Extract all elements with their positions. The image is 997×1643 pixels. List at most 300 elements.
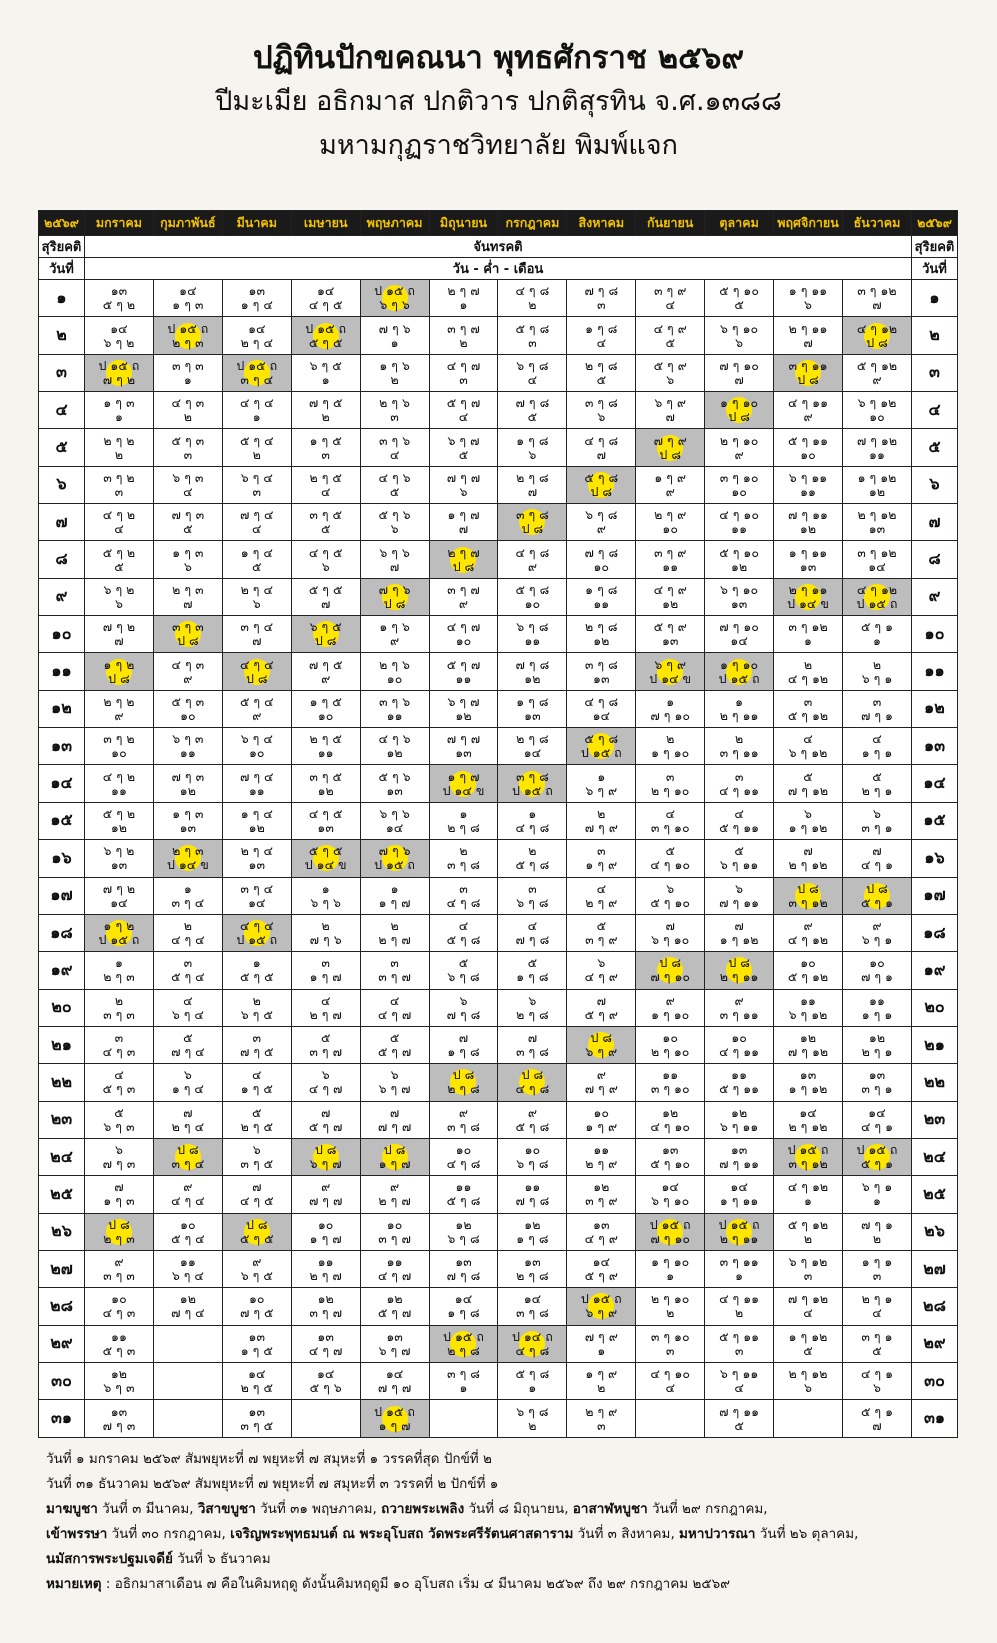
holiday-name: เข้าพรรษา	[46, 1526, 108, 1542]
lunar-date-cell	[636, 1064, 705, 1101]
lunar-line-top: ๑ ๆ ๖	[379, 619, 410, 635]
lunar-date-cell	[85, 1288, 154, 1325]
lunar-line-top: ๒ ๆ ๘	[516, 469, 549, 485]
lunar-line-bottom: ๖ ๆ ๘	[447, 969, 480, 985]
calendar-row	[39, 1138, 958, 1175]
lunar-date-cell	[360, 802, 429, 839]
lunar-date-cell	[774, 504, 843, 541]
lunar-line-bottom: ๗ ๆ ๔	[171, 1044, 205, 1060]
lunar-line-bottom: ๕ ๆ ๑๑	[719, 1081, 760, 1097]
lunar-line-top: ๙	[872, 918, 882, 934]
lunar-date-cell	[567, 1325, 636, 1362]
lunar-line-bottom: ๑	[459, 297, 468, 313]
lunar-line-top: ๙	[803, 918, 813, 934]
lunar-line-top: ๑ ๆ ๘	[516, 693, 549, 709]
lunar-line-top: ๒	[183, 918, 192, 934]
lunar-date-cell	[636, 578, 705, 615]
lunar-line-bottom: ๓ ๆ ๙	[585, 1193, 618, 1209]
lunar-line-bottom: ๑๑	[593, 595, 610, 611]
lunar-line-top: ๖	[321, 1067, 330, 1083]
lunar-line-bottom: ๑๓	[386, 782, 403, 798]
month-header: ธันวาคม	[842, 211, 911, 236]
lunar-line-bottom: ๔ ๆ ๘	[515, 1081, 550, 1097]
lunar-line-bottom: ๑ ๆ ๙	[585, 1118, 618, 1134]
lunar-date-cell	[636, 1026, 705, 1063]
lunar-line-top: ๑๐	[800, 955, 816, 971]
lunar-date-cell	[774, 914, 843, 951]
lunar-date-cell	[705, 877, 774, 914]
lunar-line-bottom: ๑๓	[661, 633, 679, 649]
lunar-line-top: ๑๔	[661, 1179, 679, 1195]
lunar-date-cell	[498, 392, 567, 429]
lunar-date-cell	[85, 616, 154, 653]
lunar-line-top: ๔	[389, 992, 400, 1008]
lunar-line-top: ๒ ๆ ๕	[309, 731, 342, 747]
lunar-date-cell	[774, 616, 843, 653]
lunar-line-top: ๕ ๆ ๒	[102, 544, 136, 560]
lunar-line-bottom: ๔ ๆ ๗	[377, 1006, 412, 1022]
calendar-row	[39, 802, 958, 839]
lunar-line-bottom: ๗	[252, 633, 262, 649]
lunar-line-top: ๖	[459, 992, 468, 1008]
lunar-line-bottom: ป ๑๕ ถ	[374, 857, 415, 873]
day-number-left: ๒๗	[39, 1250, 85, 1287]
lunar-line-top: ๑๓	[110, 1403, 128, 1419]
calendar-row	[39, 1026, 958, 1063]
lunar-line-bottom: ๒ ๆ ๓	[103, 969, 135, 985]
lunar-line-bottom: ๖ ๆ ๒	[103, 334, 135, 350]
holy-day-cell	[567, 1288, 636, 1325]
lunar-line-bottom: ๗ ๆ ๙	[584, 819, 618, 835]
lunar-date-cell	[291, 1400, 360, 1438]
lunar-line-top: ๑ ๆ ๕	[309, 693, 342, 709]
lunar-line-top: ๑๔	[110, 320, 128, 336]
lunar-line-top: ป ๑๕ ถ	[856, 1142, 898, 1158]
lunar-line-top: ๑	[183, 880, 192, 896]
holy-day-cell	[636, 952, 705, 989]
lunar-line-bottom: ป ๘	[383, 595, 406, 611]
lunar-line-top: ๙	[321, 1179, 331, 1195]
lunar-line-top: ๖ ๆ ๕	[309, 619, 342, 635]
lunar-date-cell	[636, 877, 705, 914]
lunar-line-top: ๓	[390, 955, 399, 971]
holy-day-cell	[153, 616, 222, 653]
lunar-line-bottom: ๕ ๆ ๑๐	[650, 1156, 691, 1172]
lunar-date-cell	[360, 1213, 429, 1250]
lunar-date-cell	[153, 504, 222, 541]
lunar-line-bottom: ๔ ๆ ๓	[102, 1305, 136, 1321]
lunar-line-top: ๔ ๆ ๒	[102, 507, 136, 523]
lunar-date-cell	[429, 914, 498, 951]
lunar-line-top: ๕ ๆ ๘	[515, 1366, 550, 1382]
day-number-left: ๒	[39, 317, 85, 354]
lunar-line-bottom: ป ๘	[728, 409, 750, 425]
lunar-line-top: ๑ ๆ ๑๐	[720, 395, 759, 411]
lunar-date-cell	[636, 1325, 705, 1362]
lunar-line-bottom: ๔ ๆ ๑๒	[787, 932, 829, 948]
lunar-line-top: ๑๔	[385, 1366, 404, 1382]
lunar-line-top: ๑	[321, 880, 330, 896]
calendar-table	[38, 210, 958, 1438]
notes-section	[46, 1447, 956, 1597]
lunar-date-cell	[498, 840, 567, 877]
calendar-row	[39, 354, 958, 391]
lunar-date-cell	[222, 802, 291, 839]
lunar-line-bottom: ๓ ๆ ๑๑	[719, 745, 759, 761]
lunar-line-bottom: ๗ ๆ ๑๒	[787, 1044, 829, 1060]
lunar-line-bottom: ๔ ๆ ๑๐	[650, 1118, 691, 1134]
lunar-line-top: ๑ ๆ ๑	[861, 1254, 893, 1270]
lunar-line-top: ๒	[666, 731, 675, 747]
note-holidays-1	[46, 1497, 956, 1522]
lunar-line-top: ๔ ๆ ๕	[308, 544, 343, 560]
lunar-line-top: ๕ ๆ ๘	[515, 320, 550, 336]
day-number-right: ๓๑	[912, 1400, 958, 1438]
lunar-line-top: ๑ ๆ ๘	[585, 320, 618, 336]
lunar-date-cell	[153, 429, 222, 466]
lunar-date-cell	[429, 728, 498, 765]
lunar-line-top: ๑๐	[524, 1142, 541, 1158]
lunar-line-top: ๒ ๆ ๙	[585, 1403, 618, 1419]
lunar-line-bottom: ๕ ๆ ๓	[102, 1081, 136, 1097]
lunar-line-top: ๖ ๆ ๘	[516, 1403, 549, 1419]
day-number-right: ๑๐	[912, 616, 958, 653]
lunar-line-bottom: ๗ ๆ ๔	[171, 1305, 205, 1321]
lunar-line-bottom: ๑	[183, 371, 192, 387]
lunar-line-top: ๑๔	[454, 1291, 473, 1307]
lunar-line-top: ๗	[389, 1104, 400, 1120]
lunar-line-bottom: ๓	[114, 483, 124, 499]
lunar-date-cell	[360, 1250, 429, 1287]
lunar-line-top: ๒ ๆ ๕	[309, 469, 342, 485]
lunar-line-bottom: ๖	[114, 595, 123, 611]
lunar-line-top: ๑๑	[179, 1254, 196, 1270]
lunar-line-bottom: ๕	[320, 521, 331, 537]
lunar-date-cell	[567, 429, 636, 466]
lunar-line-top: ๓ ๆ ๘	[584, 656, 618, 672]
day-number-right: ๒๖	[912, 1213, 958, 1250]
lunar-line-bottom: ๔	[527, 371, 538, 387]
lunar-line-top: ๑๔	[799, 1104, 817, 1120]
lunar-line-top: ๗	[183, 1104, 193, 1120]
lunar-line-bottom: ๙	[114, 707, 124, 723]
holy-day-cell	[705, 392, 774, 429]
lunar-line-bottom: ๑ ๆ ๘	[447, 1305, 480, 1321]
lunar-line-bottom: ๗	[458, 521, 469, 537]
day-number-left: ๕	[39, 429, 85, 466]
lunar-line-bottom: ๕ ๆ ๖	[309, 1380, 342, 1396]
lunar-line-bottom: ๓ ๆ ๑๐	[650, 1081, 690, 1097]
lunar-line-bottom: ๑๑	[869, 446, 885, 462]
lunar-line-top: ๑ ๆ ๔	[240, 805, 273, 821]
holy-day-cell	[360, 1138, 429, 1175]
lunar-date-cell	[636, 690, 705, 727]
lunar-line-top: ๑ ๆ ๓	[103, 395, 135, 411]
lunar-date-cell	[85, 877, 154, 914]
lunar-line-bottom: ๕ ๆ ๓	[102, 1342, 136, 1358]
calendar-body	[39, 280, 958, 1438]
lunar-line-bottom: ๗ ๆ ๕	[240, 1044, 274, 1060]
lunar-line-bottom: ๑๐	[455, 633, 472, 649]
lunar-line-top: ๓	[114, 1030, 124, 1046]
holy-day-cell	[85, 1213, 154, 1250]
lunar-line-bottom: ป ๘	[521, 521, 544, 537]
lunar-line-bottom: ๕ ๆ ๙	[584, 1268, 618, 1284]
lunar-line-top: ๗ ๆ ๖	[378, 581, 411, 597]
lunar-date-cell	[85, 802, 154, 839]
lunar-line-bottom: ๖ ๆ ๘	[516, 1156, 549, 1172]
lunar-line-bottom: ๒ ๆ ๔	[171, 1118, 205, 1134]
lunar-line-bottom: ๖ ๆ ๙	[585, 1044, 618, 1060]
lunar-date-cell	[705, 1176, 774, 1213]
lunar-line-top: ๖	[735, 880, 744, 896]
lunar-line-top: ๓ ๆ ๒	[103, 469, 135, 485]
lunar-line-top: ๑๑	[386, 1254, 403, 1270]
lunar-line-top: ๑๒	[593, 1179, 610, 1195]
day-number-right: ๒๑	[912, 1026, 958, 1063]
lunar-line-bottom: ๙	[734, 446, 744, 462]
lunar-line-top: ๑๓	[661, 1142, 679, 1158]
lunar-line-top: ๑๒	[524, 1216, 541, 1232]
lunar-line-top: ป ๑๕ ถ	[580, 1291, 622, 1307]
lunar-date-cell	[842, 914, 911, 951]
lunar-date-cell	[498, 952, 567, 989]
lunar-line-top: ๑	[114, 955, 123, 971]
lunar-date-cell	[498, 989, 567, 1026]
lunar-line-top: ๕ ๆ ๕	[308, 843, 343, 859]
lunar-line-top: ๑๑	[869, 992, 885, 1008]
lunar-date-cell	[360, 317, 429, 354]
month-header: พฤศจิกายน	[774, 211, 843, 236]
lunar-line-top: ป ๘	[521, 1067, 544, 1083]
lunar-line-bottom: ๔	[803, 1305, 813, 1321]
lunar-line-bottom: ๑๔	[385, 819, 404, 835]
lunar-line-top: ๑ ๆ ๘	[585, 581, 618, 597]
lunar-date-cell	[636, 914, 705, 951]
lunar-line-top: ๒ ๆ ๔	[240, 581, 273, 597]
lunar-line-top: ๖ ๆ ๗	[447, 432, 480, 448]
lunar-line-top: ๒ ๆ ๓	[172, 581, 204, 597]
holiday-name: มาฆบูชา	[46, 1501, 98, 1517]
lunar-line-bottom: ๑๓	[730, 595, 748, 611]
lunar-line-top: ๔ ๆ ๖	[378, 469, 411, 485]
lunar-line-top: ๑๑	[800, 992, 816, 1008]
lunar-date-cell	[222, 1101, 291, 1138]
lunar-line-bottom: ๓ ๆ ๑๑	[719, 1006, 759, 1022]
lunar-line-top: ๑๓	[868, 1067, 886, 1083]
lunar-line-bottom: ๙	[252, 707, 262, 723]
lunar-line-bottom: ๖	[873, 1380, 881, 1396]
holiday-date: วันที่ ๒๙ กรกฎาคม,	[647, 1501, 768, 1517]
lunar-line-top: ๗	[803, 843, 813, 859]
lunar-line-bottom: ๔	[872, 1305, 882, 1321]
lunar-line-top: ๕	[114, 1104, 124, 1120]
lunar-line-bottom: ๑๒	[455, 707, 472, 723]
lunar-date-cell	[85, 1064, 154, 1101]
lunar-line-bottom: ๔ ๆ ๘	[515, 1342, 550, 1358]
lunar-date-cell	[153, 354, 222, 391]
lunar-line-top: ๑๑	[111, 1328, 127, 1344]
lunar-line-top: ๓ ๆ ๘	[584, 395, 618, 411]
lunar-date-cell	[636, 728, 705, 765]
lunar-date-cell	[222, 989, 291, 1026]
lunar-line-bottom: ๒ ๆ ๗	[378, 1193, 411, 1209]
lunar-date-cell	[774, 1213, 843, 1250]
lunar-date-cell	[360, 1101, 429, 1138]
lunar-line-top: ๔ ๆ ๑	[860, 1366, 894, 1382]
lunar-date-cell	[360, 466, 429, 503]
lunar-line-bottom: ๗ ๆ ๘	[446, 1006, 481, 1022]
calendar-type-row	[39, 236, 958, 258]
day-number-left: ๒๐	[39, 989, 85, 1026]
lunar-line-bottom: ๔	[183, 483, 193, 499]
lunar-line-top: ๖ ๆ ๙	[654, 395, 687, 411]
lunar-line-bottom: ๓	[803, 1268, 813, 1284]
lunar-line-top: ๕	[458, 955, 469, 971]
lunar-line-bottom: ๑๓	[248, 857, 265, 873]
lunar-line-top: ๕ ๆ ๔	[239, 693, 274, 709]
day-number-right: ๙	[912, 578, 958, 615]
lunar-line-top: ๗ ๆ ๘	[584, 544, 619, 560]
lunar-line-top: ๓ ๆ ๗	[447, 320, 480, 336]
lunar-line-top: ๑๐	[662, 1030, 678, 1046]
lunar-line-bottom: ๑๐	[869, 409, 885, 425]
calendar-row	[39, 765, 958, 802]
holy-day-cell	[429, 1064, 498, 1101]
lunar-date-cell	[153, 392, 222, 429]
lunar-line-top: ๕	[872, 768, 882, 784]
lunar-line-top: ๕ ๆ ๑๑	[719, 1328, 760, 1344]
lunar-date-cell	[429, 840, 498, 877]
lunar-line-bottom: ๖ ๆ ๗	[378, 1342, 411, 1358]
lunar-line-top: ๖ ๆ ๑๒	[788, 1254, 828, 1270]
lunar-line-bottom: ๕ ๆ ๑	[860, 1156, 894, 1172]
lunar-line-top: ๙	[665, 992, 675, 1008]
lunar-line-top: ๕ ๆ ๑	[860, 619, 894, 635]
lunar-line-top: ๒ ๆ ๑๒	[857, 507, 897, 523]
lunar-date-cell	[85, 541, 154, 578]
lunar-line-bottom: ๓ ๆ ๘	[515, 1044, 549, 1060]
lunar-line-top: ๔	[527, 918, 538, 934]
note-holidays-3	[46, 1547, 956, 1572]
lunar-line-bottom: ๙	[527, 558, 537, 574]
lunar-date-cell	[567, 765, 636, 802]
holy-day-cell	[222, 653, 291, 690]
lunar-line-top: ๗ ๆ ๔	[240, 507, 274, 523]
day-number-right: ๑๓	[912, 728, 958, 765]
lunar-line-bottom: ๔ ๆ ๙	[584, 1230, 618, 1246]
lunar-date-cell	[85, 429, 154, 466]
lunar-line-top: ๕	[596, 918, 607, 934]
lunar-line-top: ๕ ๆ ๖	[378, 507, 411, 523]
lunar-line-bottom: ๑ ๆ ๙	[585, 857, 618, 873]
calendar-row	[39, 1325, 958, 1362]
lunar-date-cell	[85, 690, 154, 727]
lunar-line-bottom: ๒	[666, 1305, 675, 1321]
lunar-date-cell	[774, 1325, 843, 1362]
lunar-line-top: ๓	[183, 955, 193, 971]
lunar-date-cell	[85, 952, 154, 989]
lunar-line-bottom: ๗ ๆ ๘	[515, 932, 550, 948]
lunar-line-bottom: ๒	[734, 1305, 744, 1321]
lunar-line-bottom: ๗	[803, 334, 813, 350]
calendar-row	[39, 616, 958, 653]
lunar-line-top: ๑๒	[386, 1291, 403, 1307]
lunar-line-bottom: ๔ ๆ ๘	[446, 1156, 481, 1172]
lunar-line-top: ๖ ๆ ๑๐	[720, 320, 759, 336]
lunar-line-bottom: ๔ ๆ ๙	[584, 969, 618, 985]
month-header: มิถุนายน	[429, 211, 498, 236]
lunar-date-cell	[705, 1362, 774, 1399]
lunar-date-cell	[291, 765, 360, 802]
month-header: พฤษภาคม	[360, 211, 429, 236]
lunar-line-top: ๕	[803, 768, 813, 784]
lunar-line-bottom: ๔	[114, 521, 124, 537]
lunar-line-top: ๓	[872, 693, 882, 709]
lunar-line-top: ๙	[527, 1104, 537, 1120]
lunar-line-bottom: ๓ ๆ ๗	[309, 1044, 342, 1060]
lunar-line-bottom: ๑ ๆ ๗	[309, 1230, 342, 1246]
lunar-line-top: ๖ ๆ ๗	[447, 693, 480, 709]
day-number-right: ๓๐	[912, 1362, 958, 1399]
lunar-line-bottom: ๑	[804, 633, 812, 649]
lunar-line-bottom: ๕ ๆ ๘	[515, 857, 550, 873]
lunar-line-top: ๔ ๆ ๙	[653, 320, 687, 336]
lunar-date-cell	[429, 690, 498, 727]
lunar-line-top: ป ๘	[797, 880, 819, 896]
lunar-line-top: ๒ ๆ ๔	[240, 843, 273, 859]
lunar-line-bottom: ๑	[459, 1380, 468, 1396]
day-number-right: ๑๙	[912, 952, 958, 989]
lunar-date-cell	[153, 765, 222, 802]
lunar-line-bottom: ๗	[527, 483, 538, 499]
holiday-name: วิสาขบูชา	[197, 1501, 256, 1517]
lunar-line-top: ๑๒	[317, 1291, 334, 1307]
lunar-line-bottom: ๑๐	[111, 745, 127, 761]
lunar-line-bottom: ๑ ๆ ๑	[861, 1006, 893, 1022]
lunar-line-top: ๗	[527, 1030, 538, 1046]
lunar-line-bottom: ๓ ๆ ๘	[447, 857, 480, 873]
lunar-date-cell	[636, 317, 705, 354]
lunar-date-cell	[774, 466, 843, 503]
lunar-line-top: ป ๘	[728, 955, 750, 971]
lunar-line-bottom: ๑๑	[800, 483, 816, 499]
lunar-date-cell	[567, 653, 636, 690]
lunar-line-bottom: ๒	[114, 446, 124, 462]
lunar-line-top: ๓	[528, 880, 537, 896]
day-number-left: ๒๕	[39, 1176, 85, 1213]
lunar-date-cell	[636, 392, 705, 429]
lunar-date-cell	[774, 1400, 843, 1438]
lunar-line-top: ๔ ๆ ๗	[446, 619, 481, 635]
lunar-date-cell	[705, 914, 774, 951]
lunar-line-bottom: ๕ ๆ ๑๐	[650, 894, 691, 910]
lunar-line-bottom: ๖ ๆ ๑๑	[719, 1118, 759, 1134]
lunar-date-cell	[85, 392, 154, 429]
lunar-line-bottom: ๓ ๆ ๑	[861, 1081, 893, 1097]
lunar-date-cell	[222, 690, 291, 727]
lunar-date-cell	[429, 1288, 498, 1325]
holy-day-cell	[498, 1064, 567, 1101]
lunar-line-top: ๔ ๆ ๑๒	[856, 581, 898, 597]
lunar-line-bottom: ๑	[804, 1193, 812, 1209]
lunar-date-cell	[360, 1064, 429, 1101]
lunar-line-top: ๑๔	[868, 1104, 886, 1120]
lunar-date-cell	[774, 1101, 843, 1138]
lunar-date-cell	[842, 1064, 911, 1101]
lunar-date-cell	[153, 1250, 222, 1287]
lunar-date-cell	[842, 280, 911, 317]
